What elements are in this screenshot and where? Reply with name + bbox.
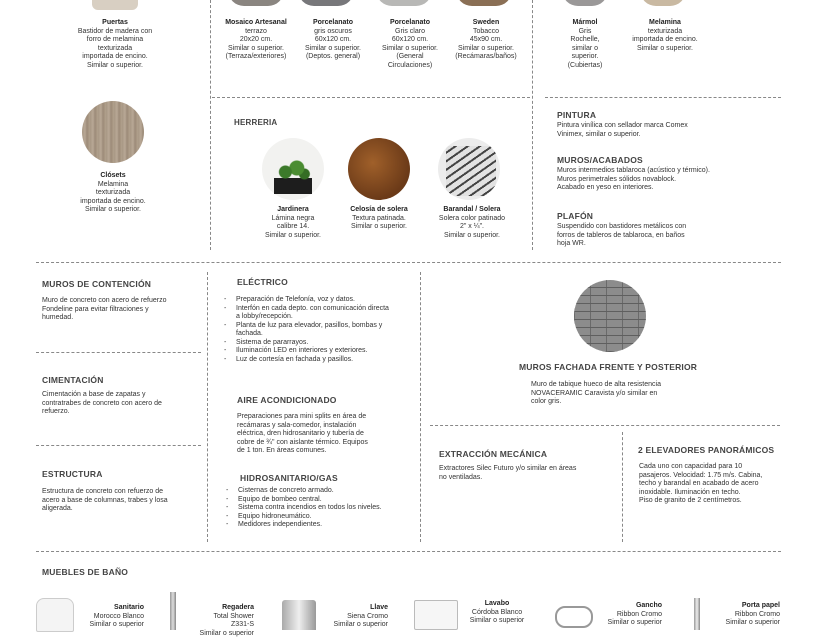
pintura-text: Pintura vinílica con sellador marca Comex Vinimex, similar o superior. xyxy=(557,122,688,138)
divider xyxy=(622,432,623,542)
list-item: - Preparación de Telefonía, voz y datos. xyxy=(236,296,390,305)
muebles-item: Regadera Total Shower Z331-S Similar o superior xyxy=(199,604,254,637)
muros-acabados-text: Muros intermedios tablaroca (acústico y térmico). Muros perimetrales sólidos novablock. Acabado en yeso en interiores. xyxy=(557,167,710,191)
door-swatch xyxy=(92,0,138,10)
terrazo-swatch xyxy=(228,0,284,6)
list-item: - Sistema de pararrayos. xyxy=(236,339,390,348)
muebles-item: Sanitario Morocco Blanco Similar o superior xyxy=(89,604,144,628)
marble-swatch xyxy=(562,0,608,6)
dark-porcelain-swatch xyxy=(298,0,354,6)
hidro-list xyxy=(224,487,390,530)
list-item: - Equipo de bombeo central. xyxy=(238,496,390,505)
estructura-heading: ESTRUCTURA xyxy=(42,469,103,479)
cimentacion-text: Cimentación a base de zapatas y contratrabes de concreto con acero de refuerzo. xyxy=(42,391,162,415)
closet-wood-swatch xyxy=(82,101,144,163)
puertas-title: Puertas xyxy=(102,19,128,26)
divider xyxy=(532,0,533,250)
extraccion-text: Extractores Silec Futuro y/o similar en áreas no ventiladas. xyxy=(439,465,577,481)
electrico-heading: ELÉCTRICO xyxy=(237,277,288,287)
brick-wall-image xyxy=(574,280,646,352)
aire-text: Preparaciones para mini splits en área de recámaras y sala-comedor, instalación eléctrica, dren hidrosanitario y tubería de cobre de ¾" con aislante térmico. Equipos de 1 ton. En áreas comunes. xyxy=(237,413,368,454)
list-item: - Medidores independientes. xyxy=(238,521,390,530)
light-porcelain-swatch xyxy=(376,0,432,6)
list-item: - Sistema contra incendios en todos los niveles. xyxy=(238,504,390,513)
list-item: - Interfón en cada depto. con comunicación directa a lobby/recepción. xyxy=(236,305,390,322)
electrico-list xyxy=(222,296,390,364)
sweden-swatch xyxy=(456,0,512,6)
plafon-text: Suspendido con bastidores metálicos con forros de tableros de tablaroca, en baños hoja WR. xyxy=(557,223,687,247)
divider xyxy=(545,97,781,98)
lattice-image xyxy=(348,138,410,200)
floor-item: Porcelanato gris oscuros 60x120 cm. Similar o superior. (Deptos. general) xyxy=(304,19,362,60)
closets-text: Clósets Melamina texturizada importada de encino. Similar o superior. xyxy=(80,172,146,213)
hook-image xyxy=(555,606,593,628)
paper-holder-image xyxy=(694,598,700,630)
divider xyxy=(36,445,201,446)
puertas-text: Puertas Bastidor de madera con forro de melamina texturizada importada de encino. Similar o superior. xyxy=(60,19,170,70)
list-item: - Luz de cortesía en fachada y pasillos. xyxy=(236,356,390,365)
contencion-heading: MUROS DE CONTENCIÓN xyxy=(42,279,152,289)
contencion-text: Muro de concreto con acero de refuerzo Fondeline para evitar filtraciones y humedad. xyxy=(42,297,167,321)
list-item: - Equipo hidroneumático. xyxy=(238,513,390,522)
muebles-heading: MUEBLES DE BAÑO xyxy=(42,567,129,577)
list-item: - Cisternas de concreto armado. xyxy=(238,487,390,496)
extraccion-heading: EXTRACCIÓN MECÁNICA xyxy=(439,449,548,459)
muebles-item: Porta papel Ribbon Cromo Similar o superior xyxy=(725,602,780,626)
planter-image xyxy=(262,138,324,200)
faucet-image xyxy=(282,600,316,630)
list-item: - Planta de luz para elevador, pasillos, bombas y fachada. xyxy=(236,322,390,339)
divider xyxy=(36,551,781,552)
divider xyxy=(207,272,208,542)
shower-image xyxy=(170,592,176,630)
muebles-item: Llave Siena Cromo Similar o superior xyxy=(333,604,388,628)
muros-acabados-heading: MUROS/ACABADOS xyxy=(557,155,643,165)
estructura-text: Estructura de concreto con refuerzo de acero a base de columnas, trabes y losa aligerada. xyxy=(42,488,168,512)
railing-image xyxy=(438,138,500,200)
muebles-item: Gancho Ribbon Cromo Similar o superior xyxy=(607,602,662,626)
elevadores-text: Cada uno con capacidad para 10 pasajeros. Velocidad: 1.75 m/s. Cabina, techo y barandal en acabado de acero inoxidable. Iluminación en techo. Piso de granito de 2 centímetros. xyxy=(639,463,763,504)
aire-heading: AIRE ACONDICIONADO xyxy=(237,395,337,405)
herreria-item: Jardinera Lámina negra calibre 14. Similar o superior. xyxy=(264,206,322,239)
fachada-heading: MUROS FACHADA FRENTE Y POSTERIOR xyxy=(519,362,698,372)
list-item: - Iluminación LED en interiores y exteriores. xyxy=(236,347,390,356)
cimentacion-heading: CIMENTACIÓN xyxy=(42,375,104,385)
divider xyxy=(420,272,421,542)
divider xyxy=(212,97,530,98)
fachada-text: Muro de tabique hueco de alta resistencia NOVACERAMIC Caravista y/o similar en color gris. xyxy=(531,381,661,405)
melamina-text: Melamina texturizada importada de encino. Similar o superior. xyxy=(632,19,698,52)
hidro-heading: HIDROSANITARIO/GAS xyxy=(240,473,338,483)
pintura-heading: PINTURA xyxy=(557,110,597,120)
sink-image xyxy=(414,600,458,630)
plafon-heading: PLAFÓN xyxy=(557,211,594,221)
floor-item: Mosaico Artesanal terrazo 20x20 cm. Similar o superior. (Terraza/exteriores) xyxy=(225,19,287,60)
elevadores-heading: 2 ELEVADORES PANORÁMICOS xyxy=(638,445,775,455)
divider xyxy=(210,0,211,250)
divider xyxy=(430,425,780,426)
toilet-image xyxy=(36,598,74,632)
divider xyxy=(36,262,781,263)
muebles-item: Lavabo Córdoba Blanco Similar o superior xyxy=(469,600,525,624)
herreria-item: Celosía de solera Textura patinada. Similar o superior. xyxy=(350,206,408,230)
melamine-swatch xyxy=(640,0,686,6)
floor-item: Sweden Tobacco 45x90 cm. Similar o superior. (Recámaras/baños) xyxy=(455,19,517,60)
marmol-text: Mármol Gris Rochelle, similar o superior. (Cubiertas) xyxy=(567,19,603,69)
herreria-heading: HERRERIA xyxy=(234,118,278,127)
herreria-item: Barandal / Solera Solera color patinado 2" x ¼". Similar o superior. xyxy=(438,206,506,239)
divider xyxy=(36,352,201,353)
floor-item: Porcelanato Gris claro 60x120 cm. Similar o superior. (General Circulaciones) xyxy=(381,19,439,69)
